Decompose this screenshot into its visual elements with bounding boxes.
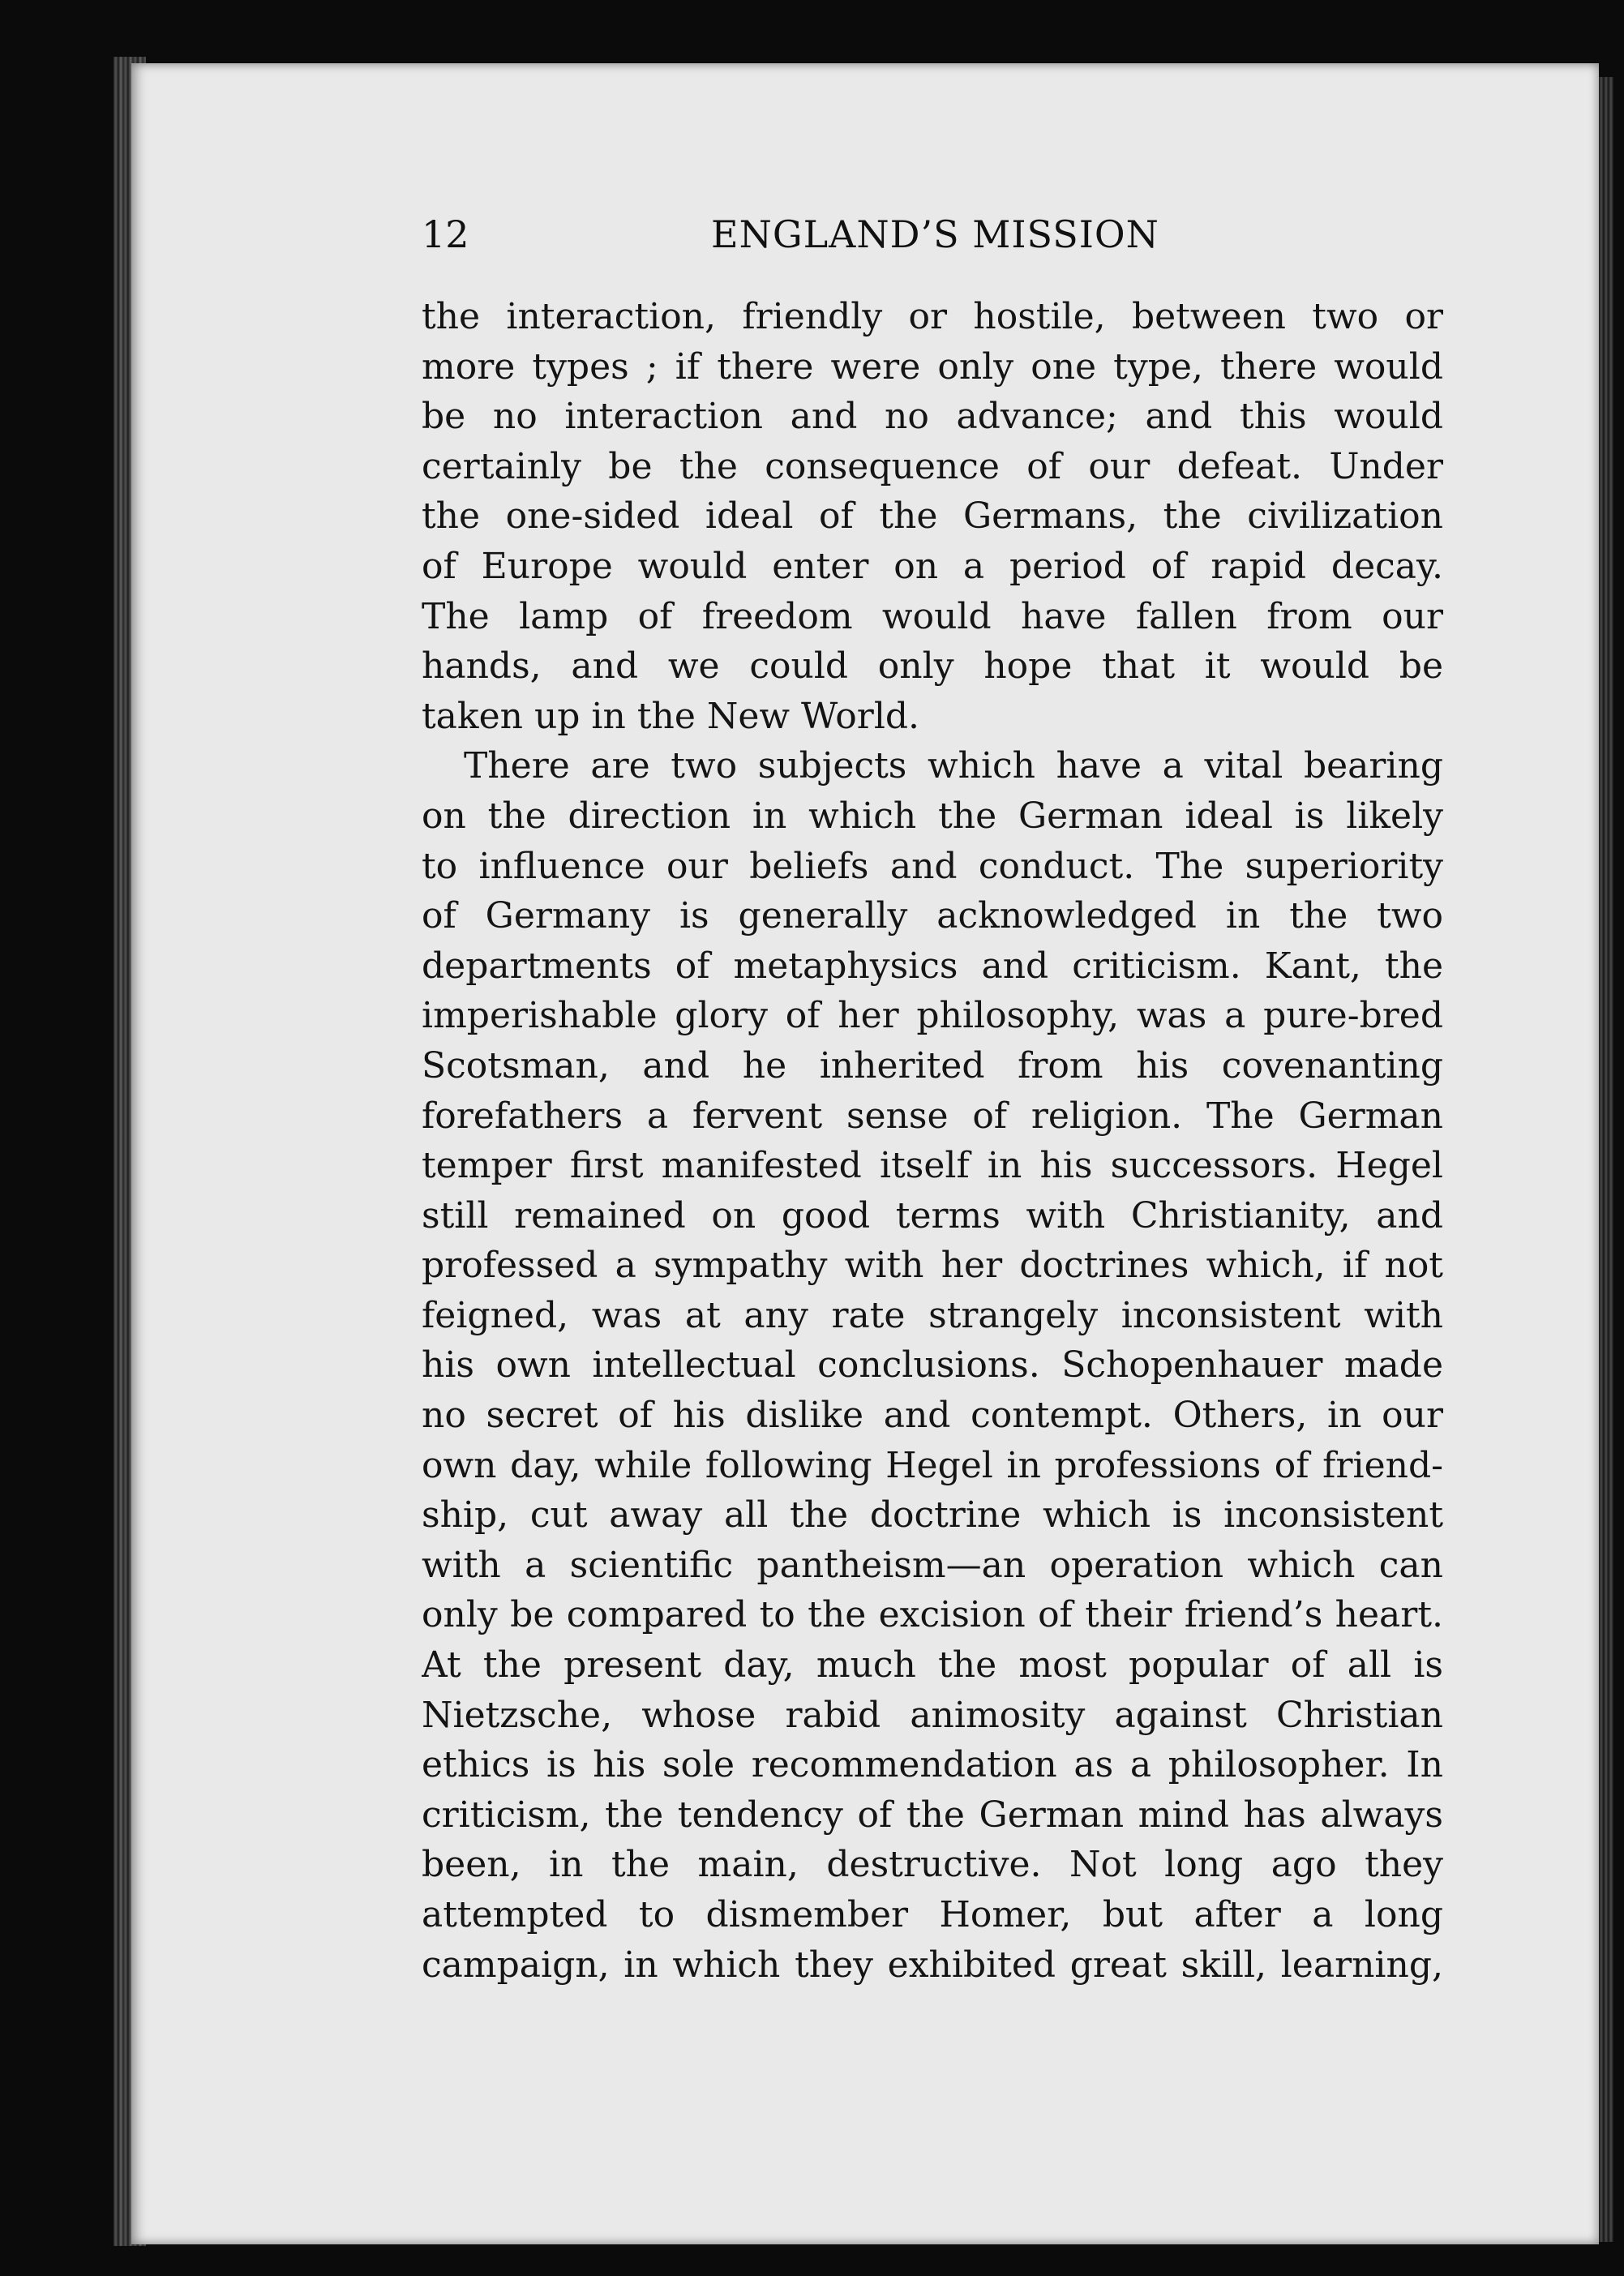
page-edge [1599, 77, 1613, 2242]
text-line: imperishable glory of her philosophy, was a pure-bred [422, 995, 1443, 1037]
text-line: his own intellectual conclusions. Schopenhauer made [422, 1344, 1443, 1387]
page-header [422, 212, 1443, 261]
text-line: temper first manifested itself in his successors. Hegel [422, 1145, 1443, 1187]
text-line: departments of metaphysics and criticism. Kant, the [422, 945, 1443, 987]
text-line: There are two subjects which have a vital bearing [464, 745, 1443, 787]
text-line: At the present day, much the most popular of all is [422, 1644, 1443, 1687]
text-line: been, in the main, destructive. Not long ago they [422, 1844, 1443, 1886]
text-line: campaign, in which they exhibited great skill, learning, [422, 1944, 1443, 1986]
text-line: forefathers a fervent sense of religion. The German [422, 1095, 1443, 1137]
text-line: the interaction, friendly or hostile, between two or [422, 296, 1443, 337]
text-line: of Europe would enter on a period of rapid decay. [422, 545, 1443, 587]
text-line: hands, and we could only hope that it would be [422, 645, 1443, 688]
paragraph-2 [422, 741, 1443, 1990]
text-line: feigned, was at any rate strangely inconsistent with [422, 1294, 1443, 1336]
text-line: attempted to dismember Homer, but after a long [422, 1894, 1443, 1935]
text-line: Scotsman, and he inherited from his covenanting [422, 1044, 1443, 1087]
text-line: to influence our beliefs and conduct. The superiority [422, 845, 1443, 887]
text-line: own day, while following Hegel in professions of friend- [422, 1444, 1443, 1486]
page-number: 12 [422, 212, 469, 256]
text-line: certainly be the consequence of our defeat. Under [422, 445, 1443, 487]
paragraph-1 [422, 292, 1443, 741]
text-line: ship, cut away all the doctrine which is inconsistent [422, 1494, 1443, 1537]
text-line: more types ; if there were only one type, there would [422, 345, 1443, 388]
text-line: Nietzsche, whose rabid animosity against Christian [422, 1694, 1443, 1736]
text-line: the one-sided ideal of the Germans, the civilization [422, 495, 1443, 538]
text-line: with a scientific pantheism—an operation which can [422, 1544, 1443, 1586]
text-line: still remained on good terms with Christianity, and [422, 1194, 1443, 1237]
text-line: professed a sympathy with her doctrines which, if not [422, 1245, 1443, 1287]
text-line: only be compared to the excision of their friend’s heart. [422, 1594, 1443, 1636]
text-line: criticism, the tendency of the German mind has always [422, 1794, 1443, 1836]
text-line: no secret of his dislike and contempt. Others, in our [422, 1395, 1443, 1437]
text-line: on the direction in which the German ideal is likely [422, 795, 1443, 837]
text-line: be no interaction and no advance; and this would [422, 396, 1443, 438]
text-line: The lamp of freedom would have fallen from our [422, 595, 1443, 637]
text-line: of Germany is generally acknowledged in the two [422, 895, 1443, 937]
running-head: ENGLAND’S MISSION [711, 212, 1159, 256]
text-line: taken up in the New World. [422, 695, 920, 737]
body-text [422, 292, 1443, 1990]
text-line: ethics is his sole recommendation as a philosopher. In [422, 1744, 1443, 1786]
